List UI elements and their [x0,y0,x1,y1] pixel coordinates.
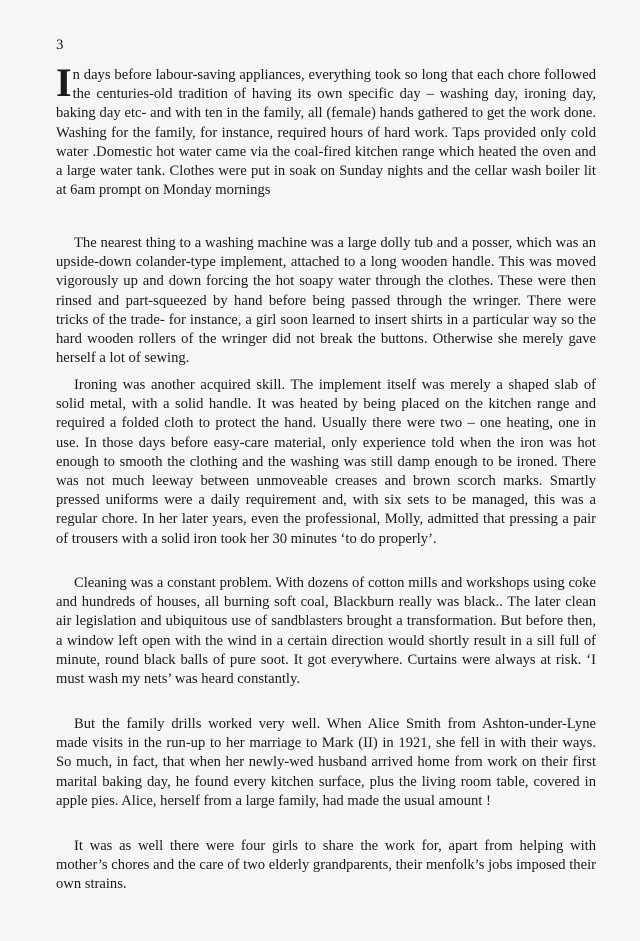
paragraph-washing-machine [56,234,596,368]
paragraph-text: It was as well there were four girls to share the work for, apart from helping with mother’s chores and the care of two elderly grandparents, their menfolk’s jobs imposed their own strains. [56,838,596,893]
paragraph-text: But the family drills worked very well. When Alice Smith from Ashton-under-Lyne made visits in the run-up to her marriage to Mark (II) in 1921, she fell in with their ways. So much, in fact, that when her newly-wed husband arrived home from work on their first marital baking day, he found every kitchen surface, plus the living room table, covered in apple pies. Alice, herself from a large family, had made the usual amount ! [56,716,596,809]
paragraph-ironing [56,376,596,549]
paragraph-text [56,60,596,200]
paragraph-text: Cleaning was a constant problem. With dozens of cotton mills and workshops using coke and hundreds of houses, all burning soft coal, Blackburn really was black.. The later clean air legislation and ubiquitous use of sandblasters brought a transformation. But before then, a window left open with the wind in a certain direction would shortly result in a sill full of minute, round black balls of pure soot. It got everywhere. Curtains were always at risk. ‘I must wash my nets’ was heard constantly. [56,575,596,688]
paragraph-text: The nearest thing to a washing machine was a large dolly tub and a posser, which was an upside-down colander-type implement, attached to a long wooden handle. This was moved vigorously up and down forcing the hot soapy water through the clothes. These were then rinsed and part-squeezed by hand before being passed through the wringer. There were tricks of the trade- for instance, a girl soon learned to insert shirts in a particular way so the hard wooden rollers of the wringer did not break the buttons. Otherwise she merely gave herself a lot of sewing. [56,235,596,367]
paragraph-cleaning [56,574,596,689]
page-number: 3 [56,37,64,53]
paragraph-body: n days before labour-saving appliances, everything took so long that each chore followed the centuries-old tradition of having its own specific day – washing day, ironing day, baking day etc- and with ten in the family, all (female) hands gathered to get the work done. Washing for the family, for instance, required hours of hard work. Taps provided only cold water .Domestic hot water came via the coal-fired kitchen range which heated the oven and a large water tank. Clothes were put in soak on Sunday nights and the cellar wash boiler lit at 6am prompt on Monday mornings [56,67,596,199]
drop-cap: I [56,60,72,105]
paragraph-washing-day [56,60,596,200]
paragraph-four-girls [56,837,596,895]
paragraph-text: Ironing was another acquired skill. The implement itself was merely a shaped slab of solid metal, with a solid handle. It was heated by being placed on the kitchen range and required a folded cloth to protect the hand. Usually there were two – one heating, one in use. In those days before easy-care material, only experience told when the iron was hot enough to smooth the clothing and the washing was still damp enough to be ironed. There was not much leeway between unmoveable creases and brown scorch marks. Smartly pressed uniforms were a daily requirement and, with six sets to be managed, this was a regular chore. In her later years, even the professional, Molly, admitted that pressing a pair of trousers with a solid iron took her 30 minutes ‘to do properly’. [56,377,596,547]
paragraph-family-drills [56,715,596,811]
